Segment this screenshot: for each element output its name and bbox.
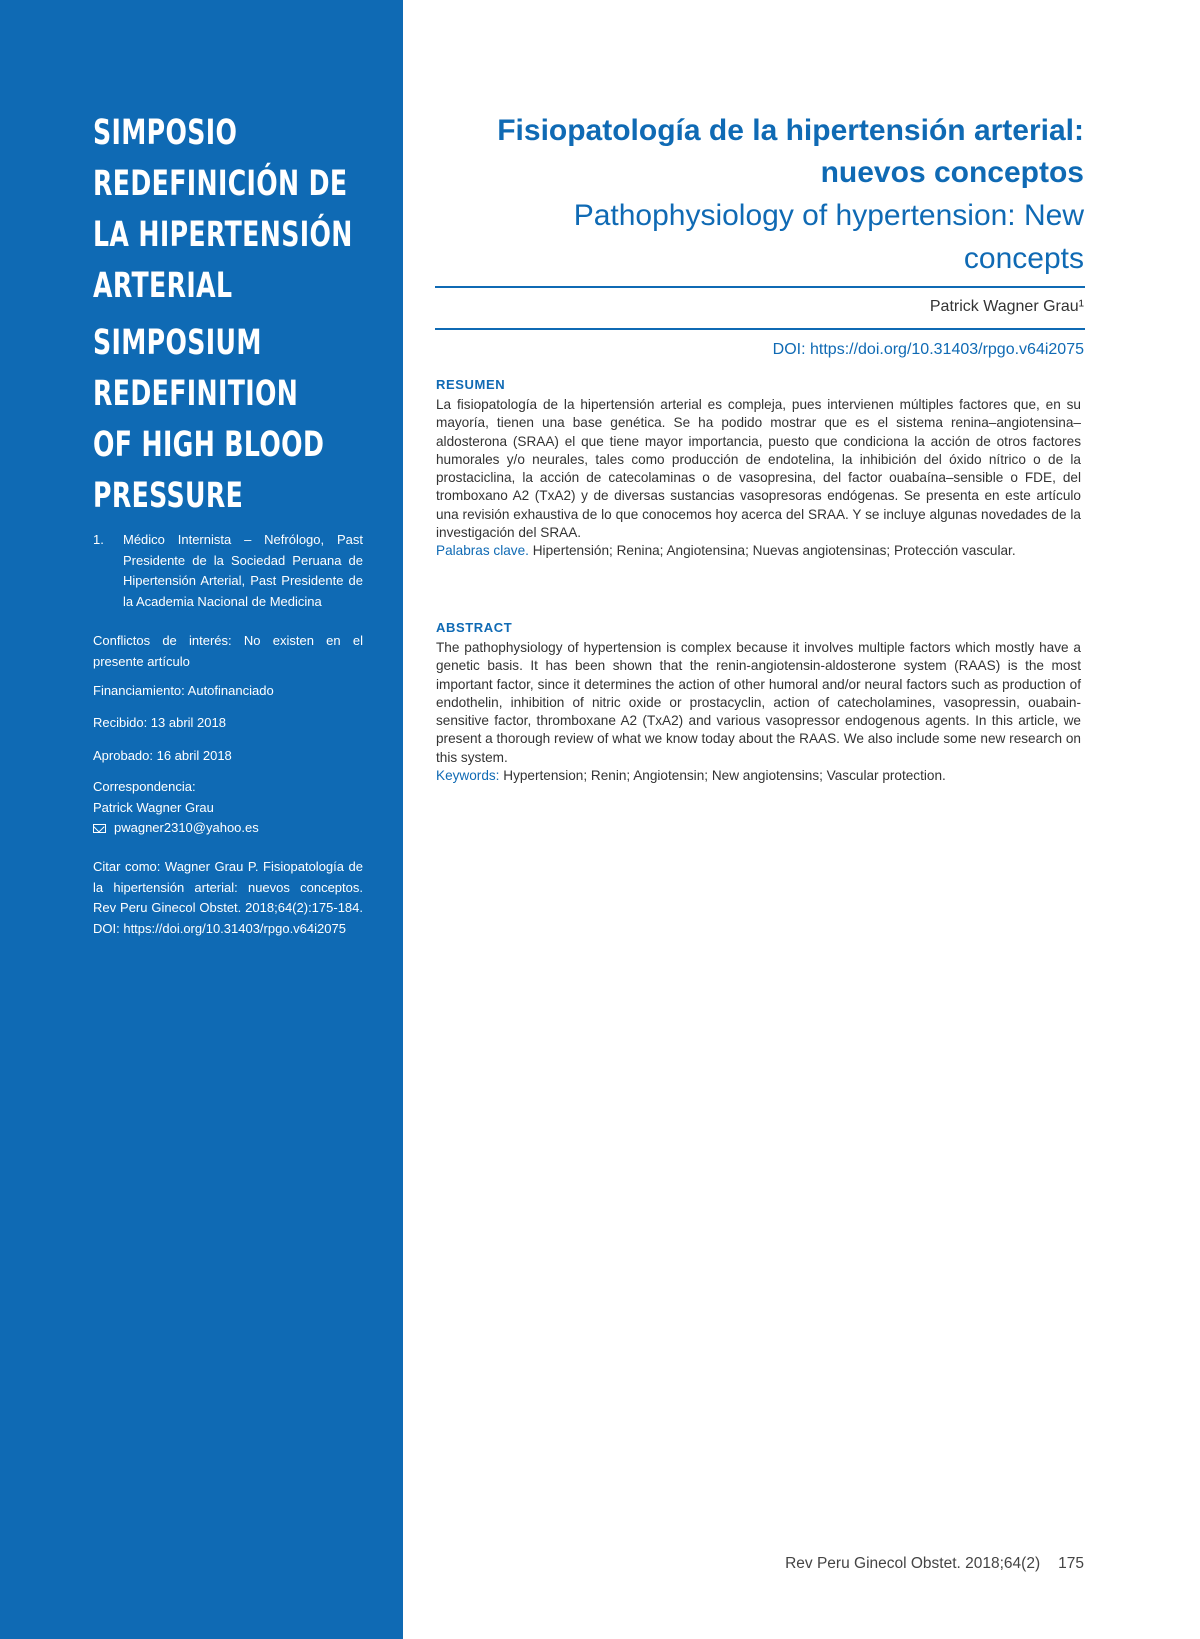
article-title-en: Pathophysiology of hypertension: New concepts <box>573 199 1084 275</box>
palabras-clave-text: Hipertensión; Renina; Angiotensina; Nuevas angiotensinas; Protección vascular. <box>532 543 1016 559</box>
author-affiliation <box>93 530 363 612</box>
abstract-text: The pathophysiology of hypertension is complex because it involves multiple factors which mostly have a genetic basis. It has been shown that the renin-angiotensin-aldosterone system (RAAS) is the most important factor, since it determines the action of other humoral and/or neural factors such as production of endothelin, inhibition of nitric oxide or prostacyclin, action of catecholamines, vasopressin, ouabain-sensitive factor, thromboxane A2 (TxA2) and various vasopressor endogenous agents. In this article, we present a thorough review of what we know today about the RAAS. We also include some new research on this system. <box>436 640 1081 765</box>
approved-date: Aprobado: 16 abril 2018 <box>93 748 232 763</box>
keywords-text: Hypertension; Renin; Angiotensin; New angiotensins; Vascular protection. <box>503 768 946 784</box>
citation: Citar como: Wagner Grau P. Fisiopatología de la hipertensión arterial: nuevos conceptos. Rev Peru Ginecol Obstet. 2018;64(2):175-184. DOI: https://doi.org/10.31403/rpgo.v64i2075 <box>93 859 363 936</box>
affiliation-number: 1. <box>93 532 104 547</box>
keywords-label: Keywords: <box>436 768 500 784</box>
resumen-paragraph <box>436 396 1081 561</box>
title-divider <box>435 286 1085 288</box>
envelope-icon <box>93 824 106 833</box>
correspondence-email-row <box>93 818 363 839</box>
abstract-paragraph <box>436 639 1081 785</box>
page-footer <box>785 1555 1084 1573</box>
correspondence-label: Correspondencia: <box>93 779 196 794</box>
conflict-of-interest: Conflictos de interés: No existen en el presente artículo <box>93 633 363 669</box>
journal-citation: Rev Peru Ginecol Obstet. 2018;64(2) <box>785 1555 1041 1572</box>
affiliation-text: Médico Internista – Nefrólogo, Past Presidente de la Sociedad Peruana de Hipertensión Arterial, Past Presidente de la Academia Nacional de Medicina <box>123 532 363 609</box>
sidebar <box>0 0 403 1639</box>
symposium-title-en: SIMPOSIUM REDEFINITION OF HIGH BLOOD PRESSURE <box>93 323 325 516</box>
correspondence <box>93 777 363 839</box>
abstract-heading: ABSTRACT <box>436 620 513 635</box>
author-divider <box>435 328 1085 330</box>
received-date: Recibido: 13 abril 2018 <box>93 715 226 730</box>
article-author: Patrick Wagner Grau¹ <box>929 298 1084 315</box>
symposium-title-es: SIMPOSIO REDEFINICIÓN DE LA HIPERTENSIÓN ARTERIAL <box>93 113 353 306</box>
resumen-heading: RESUMEN <box>436 377 506 392</box>
article-doi-link[interactable]: DOI: https://doi.org/10.31403/rpgo.v64i2075 <box>772 341 1084 358</box>
resumen-text: La fisiopatología de la hipertensión arterial es compleja, pues intervienen múltiples factores que, en su mayoría, tienen una base genética. Se ha podido mostrar que es el sistema renina–angiotensina–aldosterona (SRAA) el que tiene mayor importancia, puesto que condiciona la acción de otros factores humorales y/o neurales, tales como producción de endotelina, la inhibición del óxido nítrico o de la prostaciclina, la acción de catecolaminas o de vasopresina, del factor ouabaína–sensible o FDE, del tromboxano A2 (TxA2) y de diversas sustancias vasopresoras endógenas. Se presenta en este artículo una revisión exhaustiva de lo que conocemos hoy acerca del SRAA. Y se incluye algunas novedades de la investigación del SRAA. <box>436 397 1081 541</box>
palabras-clave-label: Palabras clave. <box>436 543 529 559</box>
page-number: 175 <box>1058 1555 1084 1572</box>
correspondence-email[interactable]: pwagner2310@yahoo.es <box>114 820 259 835</box>
article-title-es: Fisiopatología de la hipertensión arterial: nuevos conceptos <box>497 114 1084 189</box>
funding: Financiamiento: Autofinanciado <box>93 683 274 698</box>
correspondence-name: Patrick Wagner Grau <box>93 799 214 815</box>
